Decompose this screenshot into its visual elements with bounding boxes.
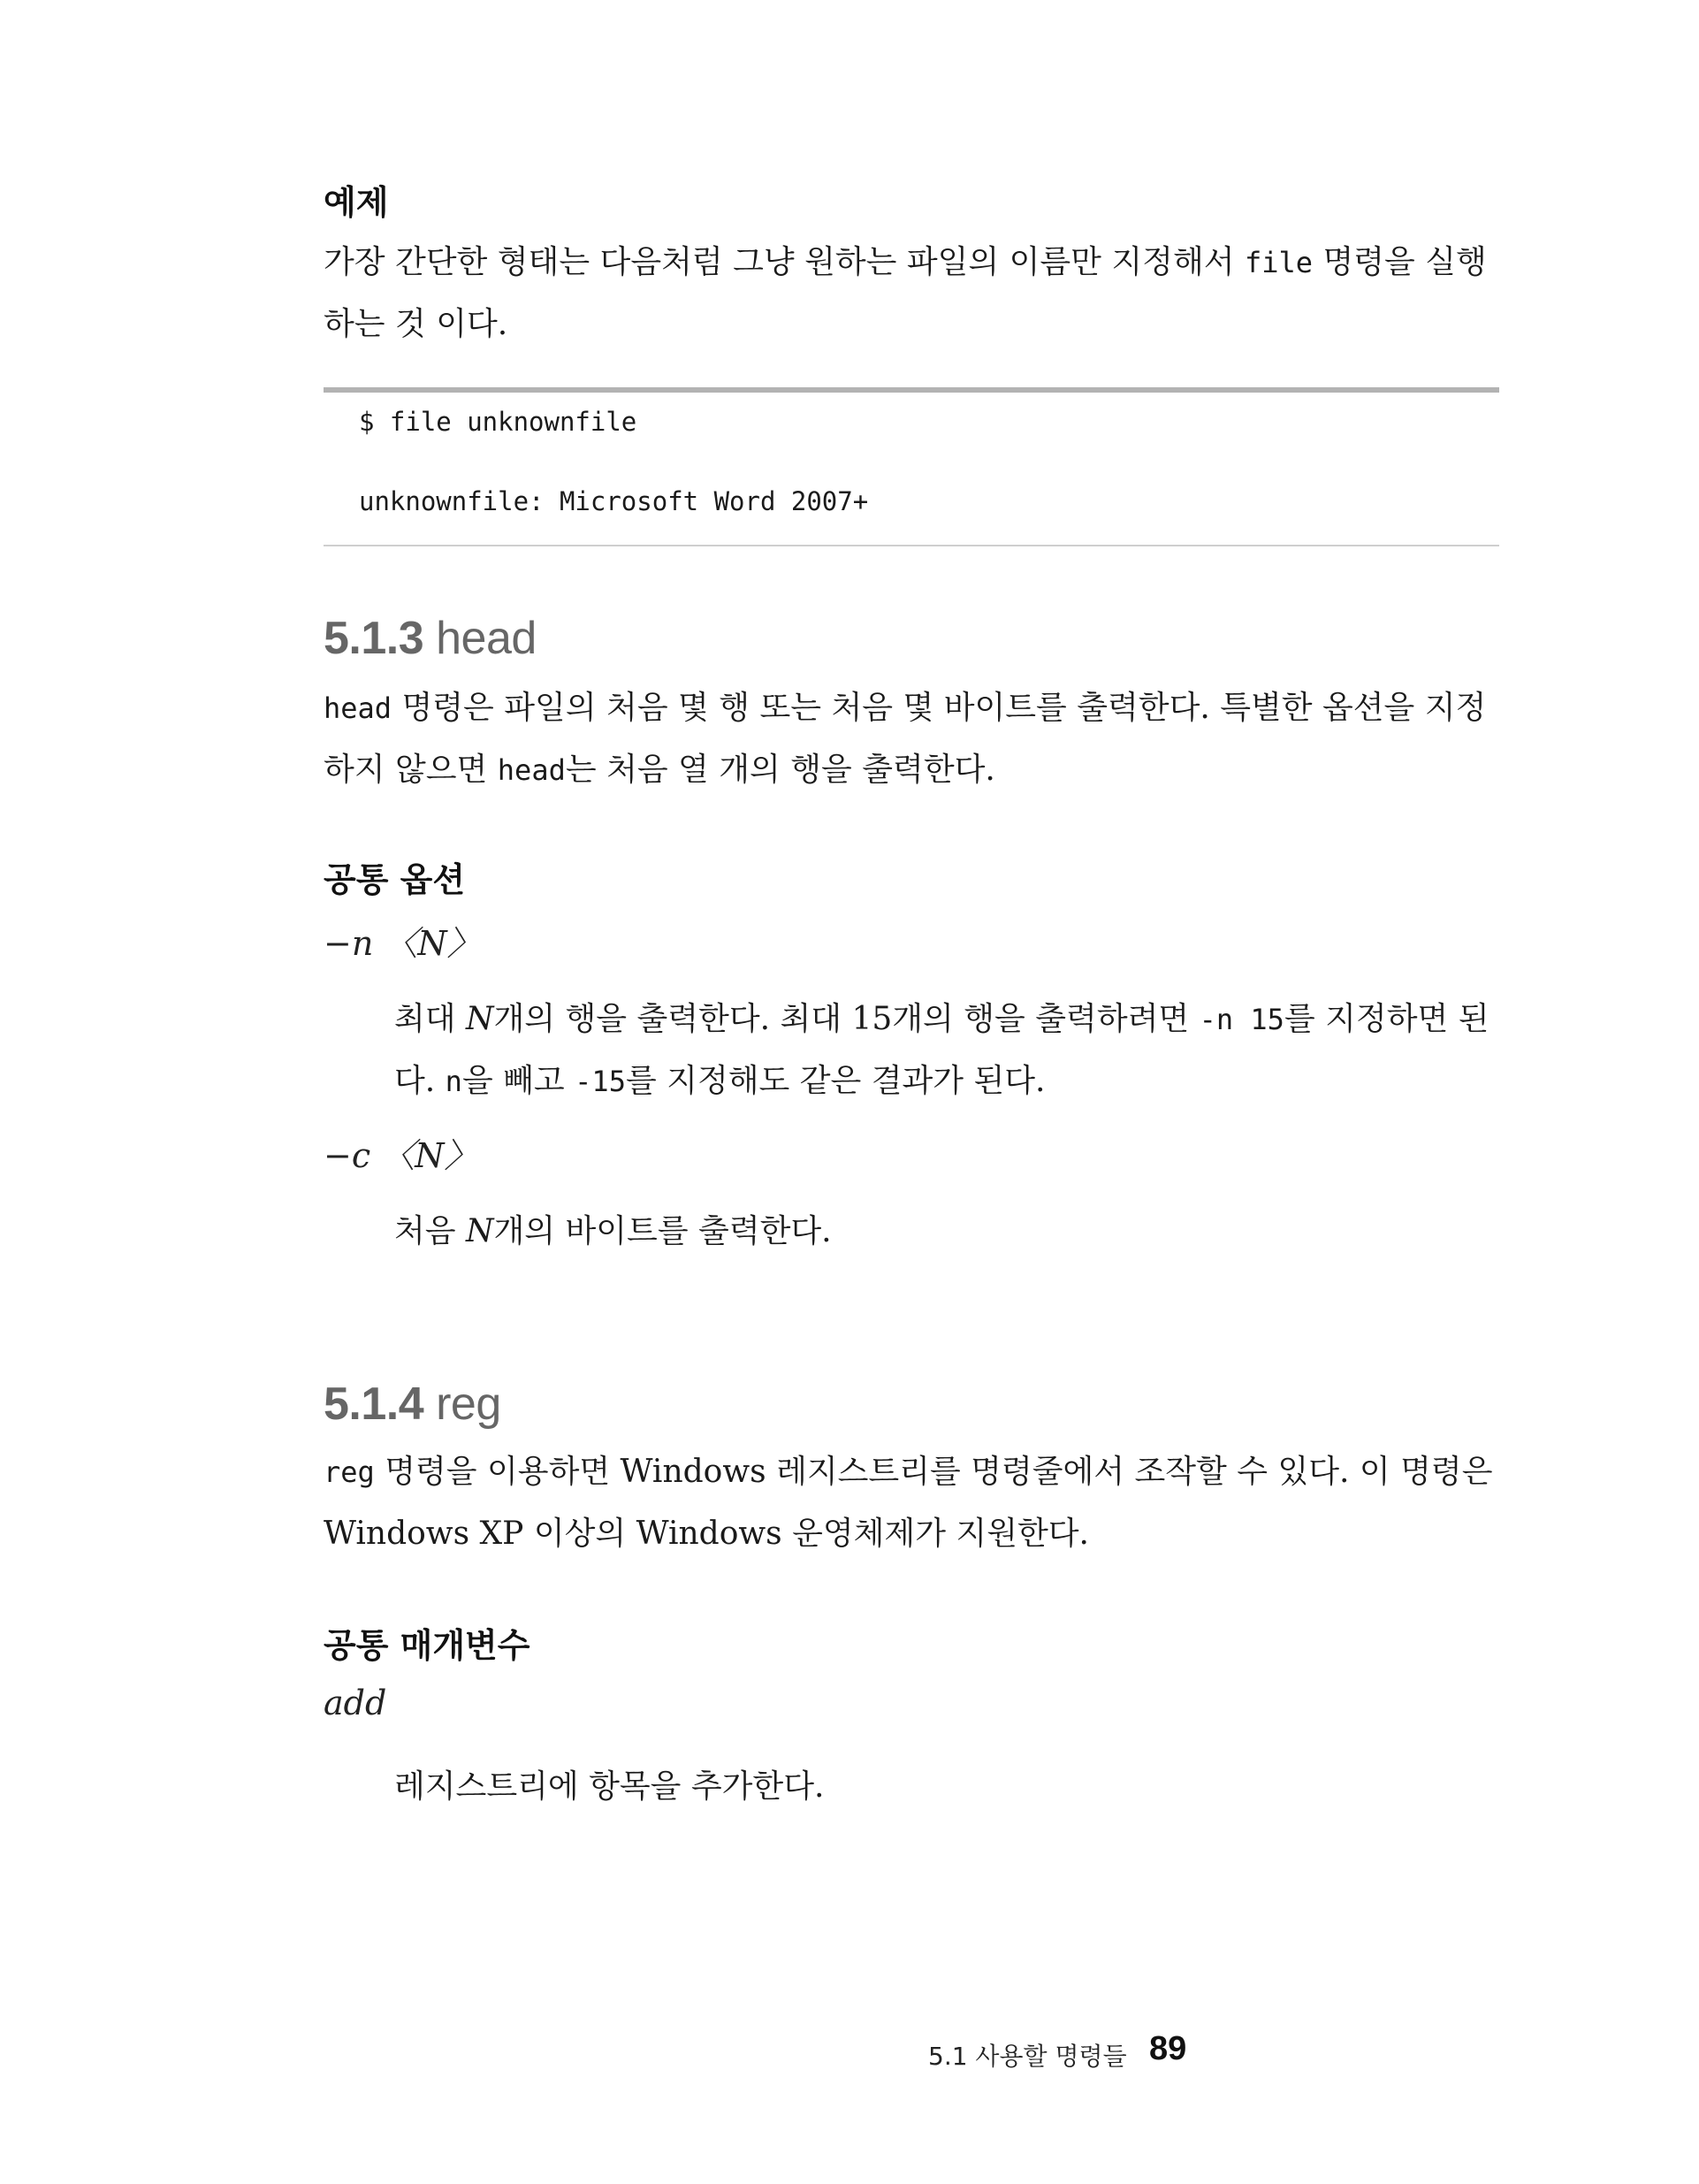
page-number: 89: [1149, 2030, 1187, 2067]
inline-code-head-2: head: [497, 753, 566, 787]
reg-paragraph: [324, 1441, 1499, 1564]
section-heading-head: [324, 612, 537, 665]
opt-n-text-2: 개의 행을 출력한다. 최대 15개의 행을 출력하려면: [493, 1001, 1200, 1037]
opt-c-text-2: 개의 바이트를 출력한다.: [493, 1213, 832, 1249]
opt-n-var: N: [466, 1001, 494, 1037]
inline-code-reg: reg: [324, 1455, 375, 1489]
inline-code-file: file: [1244, 246, 1314, 279]
param-add: add: [324, 1684, 387, 1722]
option-n: −n 〈N〉: [324, 924, 481, 963]
option-c-description: [394, 1201, 1499, 1262]
code-block: [324, 387, 1499, 546]
options-heading: 공통 옵션: [324, 860, 466, 899]
code-line-command: $ file unknownfile: [359, 407, 637, 437]
inline-code-head: head: [324, 691, 392, 725]
section-number: 5.1.3: [324, 613, 424, 664]
opt-n-text-3: 를 지정하면 된다.: [394, 1001, 1489, 1099]
option-c: −c 〈N〉: [324, 1136, 478, 1175]
example-paragraph: [324, 232, 1499, 355]
inline-code-n15: -n 15: [1199, 1003, 1284, 1036]
opt-c-text-1: 처음: [394, 1213, 466, 1249]
params-heading: 공통 매개변수: [324, 1626, 530, 1665]
inline-code-n: n: [445, 1065, 462, 1098]
section-number: 5.1.4: [324, 1378, 424, 1430]
head-paragraph: [324, 677, 1499, 801]
example-paragraph-text-2: 명령을 실행하는 것 이다.: [324, 244, 1487, 342]
opt-n-text-5: 를 지정해도 같은 결과가 된다.: [625, 1063, 1046, 1099]
inline-code-15: -15: [575, 1065, 626, 1098]
head-paragraph-text-2: 는 처음 열 개의 행을 출력한다.: [565, 752, 995, 788]
example-paragraph-text-1: 가장 간단한 형태는 다음처럼 그냥 원하는 파일의 이름만 지정해서: [324, 244, 1245, 280]
reg-paragraph-text: 명령을 이용하면 Windows 레지스트리를 명령줄에서 조작할 수 있다. 이 명령은 Windows XP 이상의 Windows 운영체제가 지원한다.: [324, 1454, 1493, 1552]
footer-section-title: 5.1 사용할 명령들: [928, 2042, 1127, 2071]
opt-c-var: N: [466, 1213, 494, 1249]
section-name: reg: [436, 1378, 501, 1430]
opt-n-text-1: 최대: [394, 1001, 466, 1037]
section-name: head: [436, 613, 537, 664]
section-heading-reg: [324, 1378, 501, 1431]
option-n-description: [394, 989, 1499, 1112]
opt-n-text-4: 을 빼고: [461, 1063, 575, 1099]
param-add-description: 레지스트리에 항목을 추가한다.: [394, 1768, 825, 1805]
head-paragraph-text-1: 명령은 파일의 처음 몇 행 또는 처음 몇 바이트를 출력한다. 특별한 옵션을 지정하지 않으면: [324, 690, 1487, 788]
code-line-output: unknownfile: Microsoft Word 2007+: [359, 486, 869, 516]
example-heading: 예제: [324, 183, 389, 222]
